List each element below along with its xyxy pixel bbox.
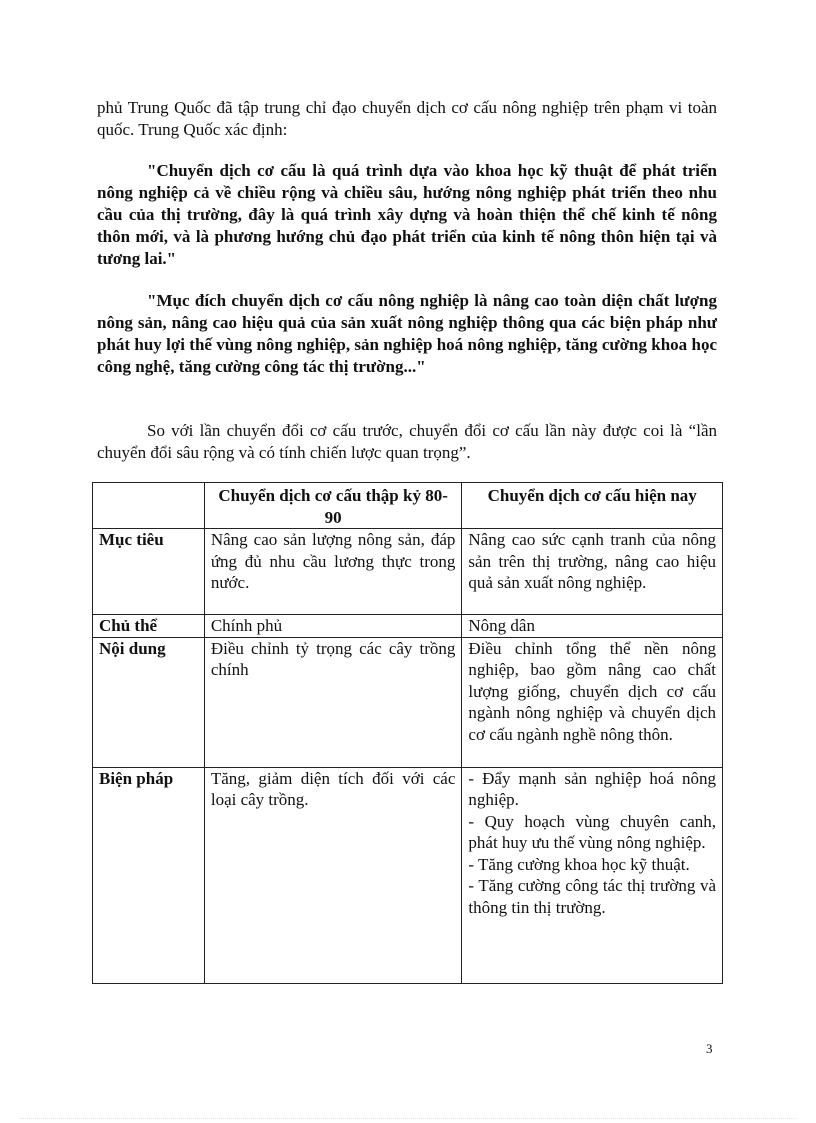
cell-bien-phap-past: Tăng, giảm diện tích đối với các loại cây trồng. <box>204 767 462 983</box>
table-row <box>93 529 723 615</box>
comparison-paragraph: So với lần chuyển đổi cơ cấu trước, chuyển đổi cơ cấu lần này được coi là “lần chuyển đổi sâu rộng và có tính chiến lược quan trọng”. <box>97 421 717 462</box>
measure-item: - Tăng cường khoa học kỹ thuật. <box>468 854 690 874</box>
measure-item: - Đẩy mạnh sản nghiệp hoá nông nghiệp. <box>468 768 716 809</box>
cell-noi-dung-present: Điều chỉnh tổng thể nền nông nghiệp, bao gồm nâng cao chất lượng giống, chuyển dịch cơ cấu ngành nông nghiệp và chuyển dịch cơ cấu ngành nghề nông thôn. <box>462 637 723 767</box>
cell-muc-tieu-present: Nâng cao sức cạnh tranh của nông sản trên thị trường, nâng cao hiệu quả sản xuất nông nghiệp. <box>462 529 723 615</box>
cell-noi-dung-past: Điều chỉnh tỷ trọng các cây trồng chính <box>204 637 462 767</box>
table-header-row <box>93 483 723 529</box>
cell-bien-phap-present <box>462 767 723 983</box>
header-present: Chuyển dịch cơ cấu hiện nay <box>462 483 723 529</box>
measure-item: - Tăng cường công tác thị trường và thông tin thị trường. <box>468 876 716 917</box>
intro-paragraph: phủ Trung Quốc đã tập trung chỉ đạo chuyển dịch cơ cấu nông nghiệp trên phạm vi toàn quốc. Trung Quốc xác định: <box>97 98 717 139</box>
table-row <box>93 767 723 983</box>
table-row <box>93 637 723 767</box>
cell-chu-the-present: Nông dân <box>462 615 723 638</box>
cell-chu-the-past: Chính phủ <box>204 615 462 638</box>
page-number: 3 <box>706 1041 713 1056</box>
quote-definition: "Chuyển dịch cơ cấu là quá trình dựa vào khoa học kỹ thuật để phát triển nông nghiệp cả về chiều rộng và chiều sâu, hướng nông nghiệp phát triển theo nhu cầu của thị trường, đây là quá trình xây dựng và hoàn thiện thể chế kinh tế nông thôn mới, và là phương hướng chủ đạo phát triển của kinh tế nông thôn hiện tại và tương lai." <box>97 161 717 268</box>
page-bottom-divider <box>20 1118 796 1119</box>
measure-item: - Quy hoạch vùng chuyên canh, phát huy ưu thế vùng nông nghiệp. <box>468 811 716 852</box>
header-past: Chuyển dịch cơ cấu thập kỷ 80-90 <box>204 483 462 529</box>
row-label-muc-tieu: Mục tiêu <box>93 529 205 615</box>
row-label-bien-phap: Biện pháp <box>93 767 205 983</box>
table-row <box>93 615 723 638</box>
row-label-noi-dung: Nội dung <box>93 637 205 767</box>
comparison-table <box>92 482 723 984</box>
row-label-chu-the: Chủ thể <box>93 615 205 638</box>
cell-muc-tieu-past: Nâng cao sản lượng nông sản, đáp ứng đủ nhu cầu lương thực trong nước. <box>204 529 462 615</box>
quote-purpose: "Mục đích chuyển dịch cơ cấu nông nghiệp là nâng cao toàn diện chất lượng nông sản, nâng cao hiệu quả của sản xuất nông nghiệp thông qua các biện pháp như phát huy lợi thế vùng nông nghiệp, sản nghiệp hoá nông nghiệp, tăng cường khoa học công nghệ, tăng cường công tác thị trường..." <box>97 291 717 376</box>
header-blank <box>93 483 205 529</box>
